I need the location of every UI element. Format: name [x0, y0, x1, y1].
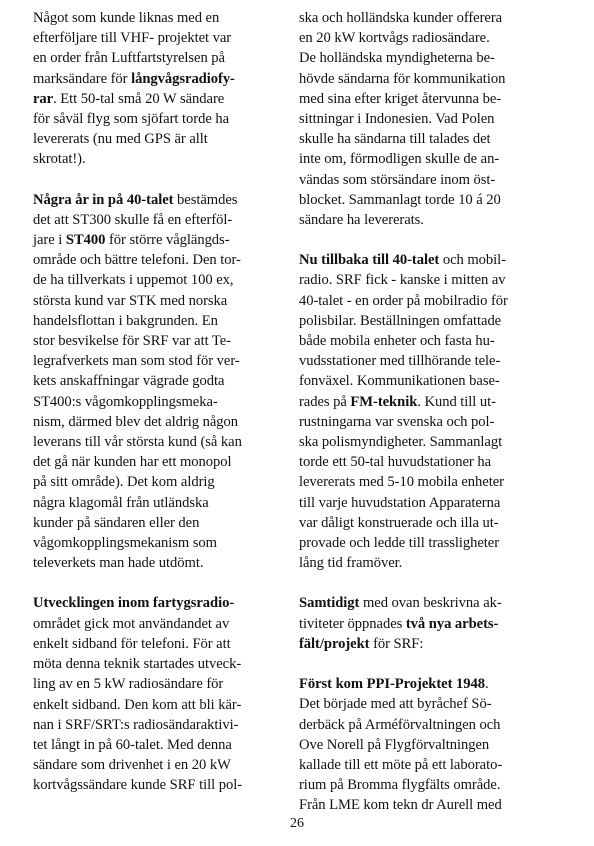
text-line: polisbilar. Beställningen omfattade	[299, 312, 502, 329]
text-line: vudsstationer med tillhörande tele-	[299, 353, 501, 370]
paragraph-gap	[33, 573, 295, 593]
text-line: tet långt in på 60-talet. Med denna	[33, 736, 232, 753]
text-line: De holländska myndigheterna be-	[299, 50, 495, 67]
text-line: ska polismyndigheter. Sammanlagt	[299, 434, 503, 451]
text-line: några klagomål från utländska	[33, 494, 209, 511]
text-line: det gå när kunden har ett monopol	[33, 454, 232, 471]
text-line: ska och holländska kunder offerera	[299, 10, 503, 26]
bold-text: Utvecklingen inom fartygsradio-	[33, 595, 235, 612]
paragraph-gap	[299, 573, 561, 593]
text-line: derbäck på Arméförvaltningen och	[299, 716, 501, 733]
bold-text: rar	[33, 90, 54, 107]
text-line: område och bättre telefoni. Den tor-	[33, 252, 241, 269]
text-line: möta denna teknik startades utveck-	[33, 656, 242, 673]
text-line: televerkets man hade utdömt.	[33, 555, 204, 572]
bold-text: Samtidigt	[299, 595, 360, 612]
bold-text: FM-teknik	[350, 393, 418, 410]
text-line: med sina efter kriget återvunna be-	[299, 90, 502, 107]
text-line: var dåligt konstruerade och illa ut-	[299, 514, 499, 531]
text-line: torde ett 50-tal huvudstationer ha	[299, 454, 492, 471]
paragraph-st400	[33, 190, 295, 574]
text-line: stor besvikelse för SRF var att Te-	[33, 333, 231, 350]
text-line: provade och ledde till trassligheter	[299, 535, 500, 552]
text-line: tiviteter öppnades två nya arbets-	[299, 615, 499, 632]
text-line: ling av en 5 kW radiosändare för	[33, 676, 224, 693]
text-line: inte om, förmodligen skulle de an-	[299, 151, 500, 168]
text-line: rades på FM-teknik. Kund till ut-	[299, 393, 496, 410]
text-line: enkelt sidband för telefoni. För att	[33, 635, 231, 652]
text-line: fonväxel. Kommunikationen base-	[299, 373, 500, 390]
text-line: både mobila enheter och fasta hu-	[299, 333, 495, 350]
text-line: hövde sändarna för kommunikation	[299, 70, 506, 87]
text-line: 40-talet - en order på mobilradio för	[299, 292, 508, 309]
bold-text: långvågsradiofy-	[131, 70, 235, 87]
text-line: vändas som störsändare inom öst-	[299, 171, 496, 188]
paragraph-gap	[299, 230, 561, 250]
text-line: skrotat!).	[33, 151, 86, 168]
text-line: Från LME kom tekn dr Aurell med	[299, 797, 502, 814]
text-line: sändare ha levererats.	[299, 212, 424, 229]
text-line: rar. Ett 50-tal små 20 W sändare	[33, 90, 225, 107]
text-line: levererats med 5-10 mobila enheter	[299, 474, 504, 491]
text-line: största kund var STK med norska	[33, 292, 228, 309]
paragraph-nya-projekt	[299, 593, 561, 654]
text-line: på sitt område). Det kom aldrig	[33, 474, 215, 491]
text-line: sittningar i Indonesien. Vad Polen	[299, 111, 495, 128]
text-line: leverans till vår största kund (så kan	[33, 434, 242, 451]
text-line: kets anskaffningar vägrade godta	[33, 373, 225, 390]
text-line: vågomkopplingsmekanism som	[33, 535, 217, 552]
text-line: Något som kunde liknas med en	[33, 10, 220, 26]
text-line: rustningarna var svenska och pol-	[299, 413, 495, 430]
text-line: skulle ha sändarna till talades det	[299, 131, 491, 148]
text-line: sändare som drivenhet i en 20 kW	[33, 757, 231, 774]
text-line: Några år in på 40-talet bestämdes	[33, 191, 238, 208]
text-line: lång tid framöver.	[299, 555, 403, 572]
text-line: Det började med att byråchef Sö-	[299, 696, 492, 713]
bold-text: ST400	[65, 232, 106, 249]
text-line: till varje huvudstation Apparaterna	[299, 494, 501, 511]
text-line: för såväl flyg som sjöfart torde ha	[33, 111, 230, 128]
text-line: ST400:s vågomkopplingsmeka-	[33, 393, 218, 410]
text-line: efterföljare till VHF- projektet var	[33, 30, 232, 47]
paragraph-ppi-projektet	[299, 674, 561, 815]
text-line: enkelt sidband. Den kom att bli kär-	[33, 696, 242, 713]
paragraph-mobilradio	[299, 250, 561, 573]
text-line: blocket. Sammanlagt torde 10 á 20	[299, 191, 501, 208]
text-line: marksändare för långvågsradiofy-	[33, 70, 235, 87]
text-line: rium på Bromma flygfälts område.	[299, 777, 501, 794]
text-line: legrafverkets man som stod för ver-	[33, 353, 240, 370]
bold-text: Först kom PPI-Projektet 1948	[299, 676, 485, 693]
text-line: nan i SRF/SRT:s radiosändaraktivi-	[33, 716, 239, 733]
text-line: det att ST300 skulle få en efterföl-	[33, 211, 233, 228]
text-line: en order från Luftfartstyrelsen på	[33, 50, 225, 67]
page-number: 26	[290, 816, 304, 831]
text-line: Först kom PPI-Projektet 1948.	[299, 676, 489, 693]
right-column	[299, 8, 561, 816]
text-line: handelsflottan i bakgrunden. En	[33, 312, 218, 329]
text-line: kallade till ett möte på ett laborato-	[299, 756, 503, 773]
text-line: kunder på sändaren eller den	[33, 514, 200, 531]
text-line	[33, 593, 295, 613]
bold-text: Några år in på 40-talet	[33, 191, 174, 208]
bold-text: två nya arbets-	[405, 615, 499, 632]
text-line: Ove Norell på Flygförvaltningen	[299, 736, 490, 753]
text-line: området gick mot användandet av	[33, 615, 230, 632]
text-line: jare i ST400 för större våglängds-	[33, 232, 230, 249]
text-line: kortvågssändare kunde SRF till pol-	[33, 777, 243, 794]
text-line: radio. SRF fick - kanske i mitten av	[299, 272, 506, 289]
text-line: de ha tillverkats i uppemot 100 ex,	[33, 272, 234, 289]
text-line: fält/projekt för SRF:	[299, 635, 424, 652]
bold-text: fält/projekt	[299, 635, 370, 652]
left-column	[33, 8, 295, 796]
bold-text: Nu tillbaka till 40-talet	[299, 252, 440, 269]
paragraph-fartygsradio	[33, 593, 295, 795]
text-line: en 20 kW kortvågs radiosändare.	[299, 30, 490, 47]
text-line: Samtidigt med ovan beskrivna ak-	[299, 595, 502, 612]
text-line: nism, därmed blev det aldrig någon	[33, 413, 238, 430]
text-line: Nu tillbaka till 40-talet och mobil-	[299, 252, 506, 269]
paragraph-gap	[33, 170, 295, 190]
paragraph-langvagsradiofyrar	[33, 8, 295, 170]
paragraph-kortvag-export	[299, 8, 561, 230]
text-line: levererats (nu med GPS är allt	[33, 131, 208, 148]
paragraph-gap	[299, 654, 561, 674]
